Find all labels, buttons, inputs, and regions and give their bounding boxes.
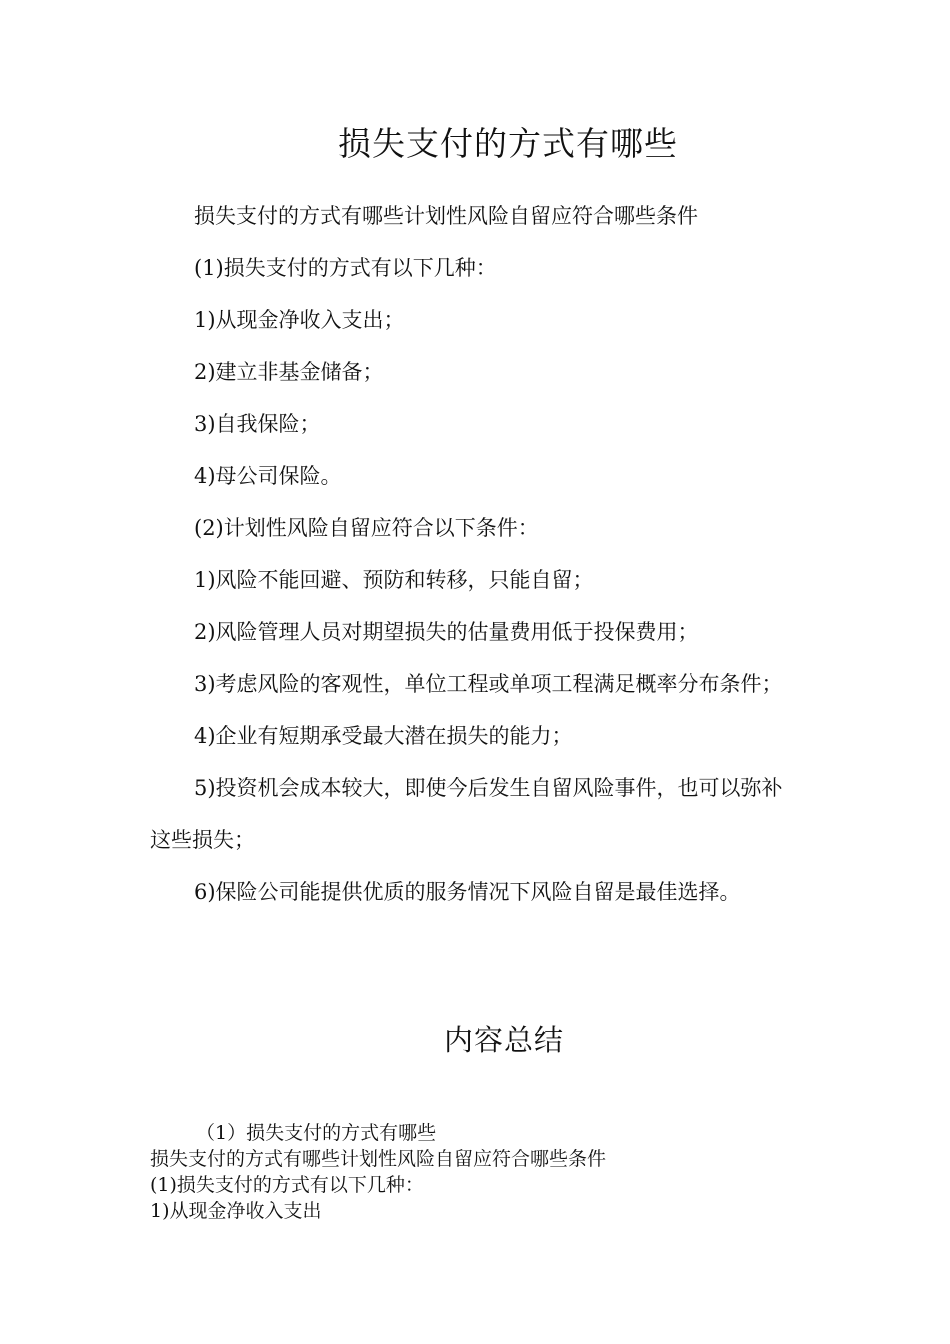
paragraph-payment-item-4: 4)母公司保险。	[194, 464, 342, 488]
paragraph-payment-heading: (1)损失支付的方式有以下几种：	[194, 256, 497, 280]
summary-title: 内容总结	[443, 1023, 564, 1057]
paragraph-condition-3: 3)考虑风险的客观性，单位工程或单项工程满足概率分布条件；	[194, 672, 783, 696]
paragraph-payment-item-3: 3)自我保险；	[194, 412, 321, 436]
paragraph-conditions-heading: (2)计划性风险自留应符合以下条件：	[194, 516, 539, 540]
document-title: 损失支付的方式有哪些	[338, 124, 678, 163]
paragraph-payment-item-2: 2)建立非基金储备；	[194, 360, 384, 384]
document-body	[150, 190, 798, 918]
summary-line-2: 损失支付的方式有哪些计划性风险自留应符合哪些条件	[150, 1148, 607, 1170]
paragraph-condition-6: 6)保险公司能提供优质的服务情况下风险自留是最佳选择。	[194, 880, 741, 904]
summary-line-3: (1)损失支付的方式有以下几种：	[150, 1174, 424, 1196]
summary-line-4: 1)从现金净收入支出	[150, 1200, 322, 1222]
paragraph-payment-item-1: 1)从现金净收入支出；	[194, 308, 405, 332]
paragraph-intro: 损失支付的方式有哪些计划性风险自留应符合哪些条件	[194, 204, 698, 228]
summary-line-1: （1）损失支付的方式有哪些	[196, 1122, 437, 1144]
paragraph-condition-4: 4)企业有短期承受最大潜在损失的能力；	[194, 724, 573, 748]
paragraph-condition-2: 2)风险管理人员对期望损失的估量费用低于投保费用；	[194, 620, 699, 644]
summary-section	[150, 1120, 798, 1224]
paragraph-condition-1: 1)风险不能回避、预防和转移，只能自留；	[194, 568, 594, 592]
paragraph-condition-5: 5)投资机会成本较大，即使今后发生自留风险事件，也可以弥补这些损失；	[150, 776, 783, 852]
